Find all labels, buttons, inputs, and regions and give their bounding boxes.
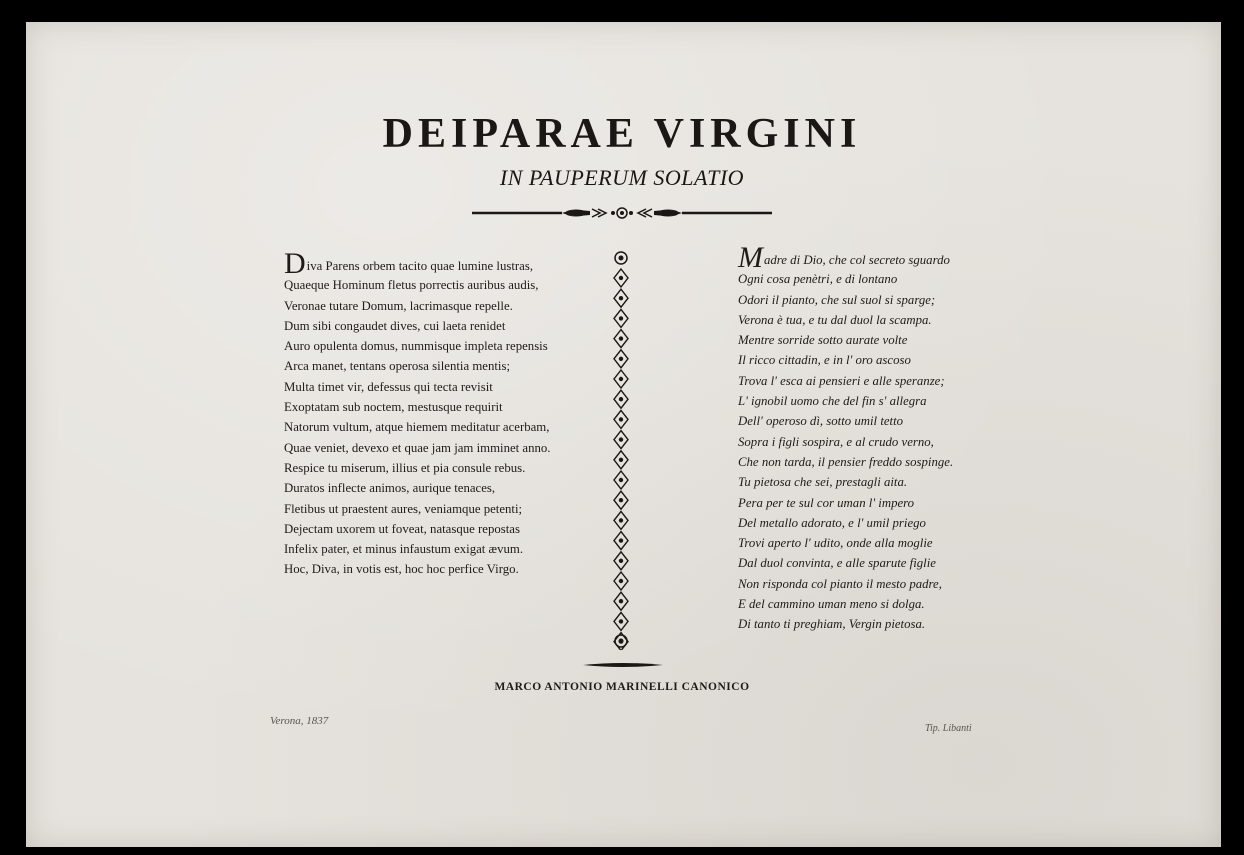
latin-verse: Exoptatam sub noctem, mestusque requirit: [284, 400, 503, 415]
latin-verse: Respice tu miserum, illius et pia consule rebus.: [284, 460, 526, 475]
verse-rest: iva Parens orbem tacito quae lumine lustras,: [306, 259, 534, 273]
italian-poem: [738, 241, 954, 635]
italian-verse: Dell' operoso dì, sotto umil tetto: [738, 414, 904, 429]
italian-verse: Dal duol convinta, e alle sparute figlie: [738, 556, 936, 571]
drop-cap: M: [738, 241, 763, 274]
latin-verse: Hoc, Diva, in votis est, hoc hoc perfice Virgo.: [284, 562, 519, 577]
italian-verse: Del metallo adorato, e l' umil priego: [738, 515, 926, 530]
italian-verse: Trova l' esca ai pensieri e alle speranze;: [738, 373, 945, 388]
italian-verse: Odori il pianto, che sul suol si sparge;: [738, 292, 936, 307]
latin-verse: Dum sibi congaudet dives, cui laeta renidet: [284, 318, 506, 333]
drop-cap: D: [284, 247, 306, 280]
italian-verse: Che non tarda, il pensier freddo sospinge.: [738, 454, 954, 469]
italian-verse: E del cammino uman meno si dolga.: [738, 597, 925, 612]
italian-verse: [738, 241, 953, 274]
latin-poem: [284, 247, 551, 580]
latin-verse: Quaeque Hominum fletus porrectis auribus audis,: [284, 278, 539, 293]
place-date: Verona, 1837: [270, 715, 329, 727]
italian-verse: Trovi aperto l' udito, onde alla moglie: [738, 536, 933, 551]
ornamental-rule: [472, 205, 772, 221]
page-subtitle: IN PAUPERUM SOLATIO: [499, 165, 745, 190]
italian-verse: Non risponda col pianto il mesto padre,: [738, 576, 942, 591]
latin-verse: Natorum vultum, atque hiemem meditatur acerbam,: [284, 420, 550, 435]
latin-verse: Quae veniet, devexo et quae jam jam imminet anno.: [284, 440, 551, 455]
italian-verse: Verona è tua, e tu dal duol la scampa.: [738, 312, 932, 327]
latin-verse: Veronae tutare Domum, lacrimasque repelle.: [284, 298, 513, 313]
latin-verse: Auro opulenta domus, nummisque impleta repensis: [284, 339, 548, 354]
latin-verse: Arca manet, tentans operosa silentia mentis;: [284, 359, 511, 374]
italian-verse: Ogni cosa penètri, e di lontano: [738, 272, 898, 287]
latin-verse: Infelix pater, et minus infaustum exigat ævum.: [284, 542, 524, 557]
italian-verse: Il ricco cittadin, e in l' oro ascoso: [738, 353, 911, 368]
italian-verse: Mentre sorride sotto aurate volte: [738, 333, 908, 348]
small-ornamental-rule: [583, 660, 663, 670]
latin-verse: Fletibus ut praestent aures, veniamque petenti;: [284, 501, 523, 516]
italian-verse: L' ignobil uomo che del fin s' allegra: [738, 394, 927, 409]
italian-verse: Pera per te sul cor uman l' impero: [738, 495, 915, 510]
latin-verse: Multa timet vir, defessus qui tecta revisit: [284, 379, 493, 394]
italian-verse: Sopra i figli sospira, e al crudo verno,: [738, 434, 934, 449]
verse-rest: adre di Dio, che col secreto sguardo: [764, 253, 950, 267]
latin-verse: [284, 247, 551, 280]
italian-verse: Di tanto ti preghiam, Vergin pietosa.: [738, 617, 926, 632]
printer-credit: Tip. Libanti: [925, 723, 972, 734]
latin-verse: Dejectam uxorem ut foveat, natasque repostas: [284, 521, 520, 536]
author-name: MARCO ANTONIO MARINELLI CANONICO: [494, 681, 750, 693]
latin-verse: Duratos inflecte animos, aurique tenaces,: [284, 481, 496, 496]
page-title: DEIPARAE VIRGINI: [382, 111, 862, 157]
vertical-ornament-divider: [612, 250, 630, 650]
italian-verse: Tu pietosa che sei, prestagli aita.: [738, 475, 908, 490]
